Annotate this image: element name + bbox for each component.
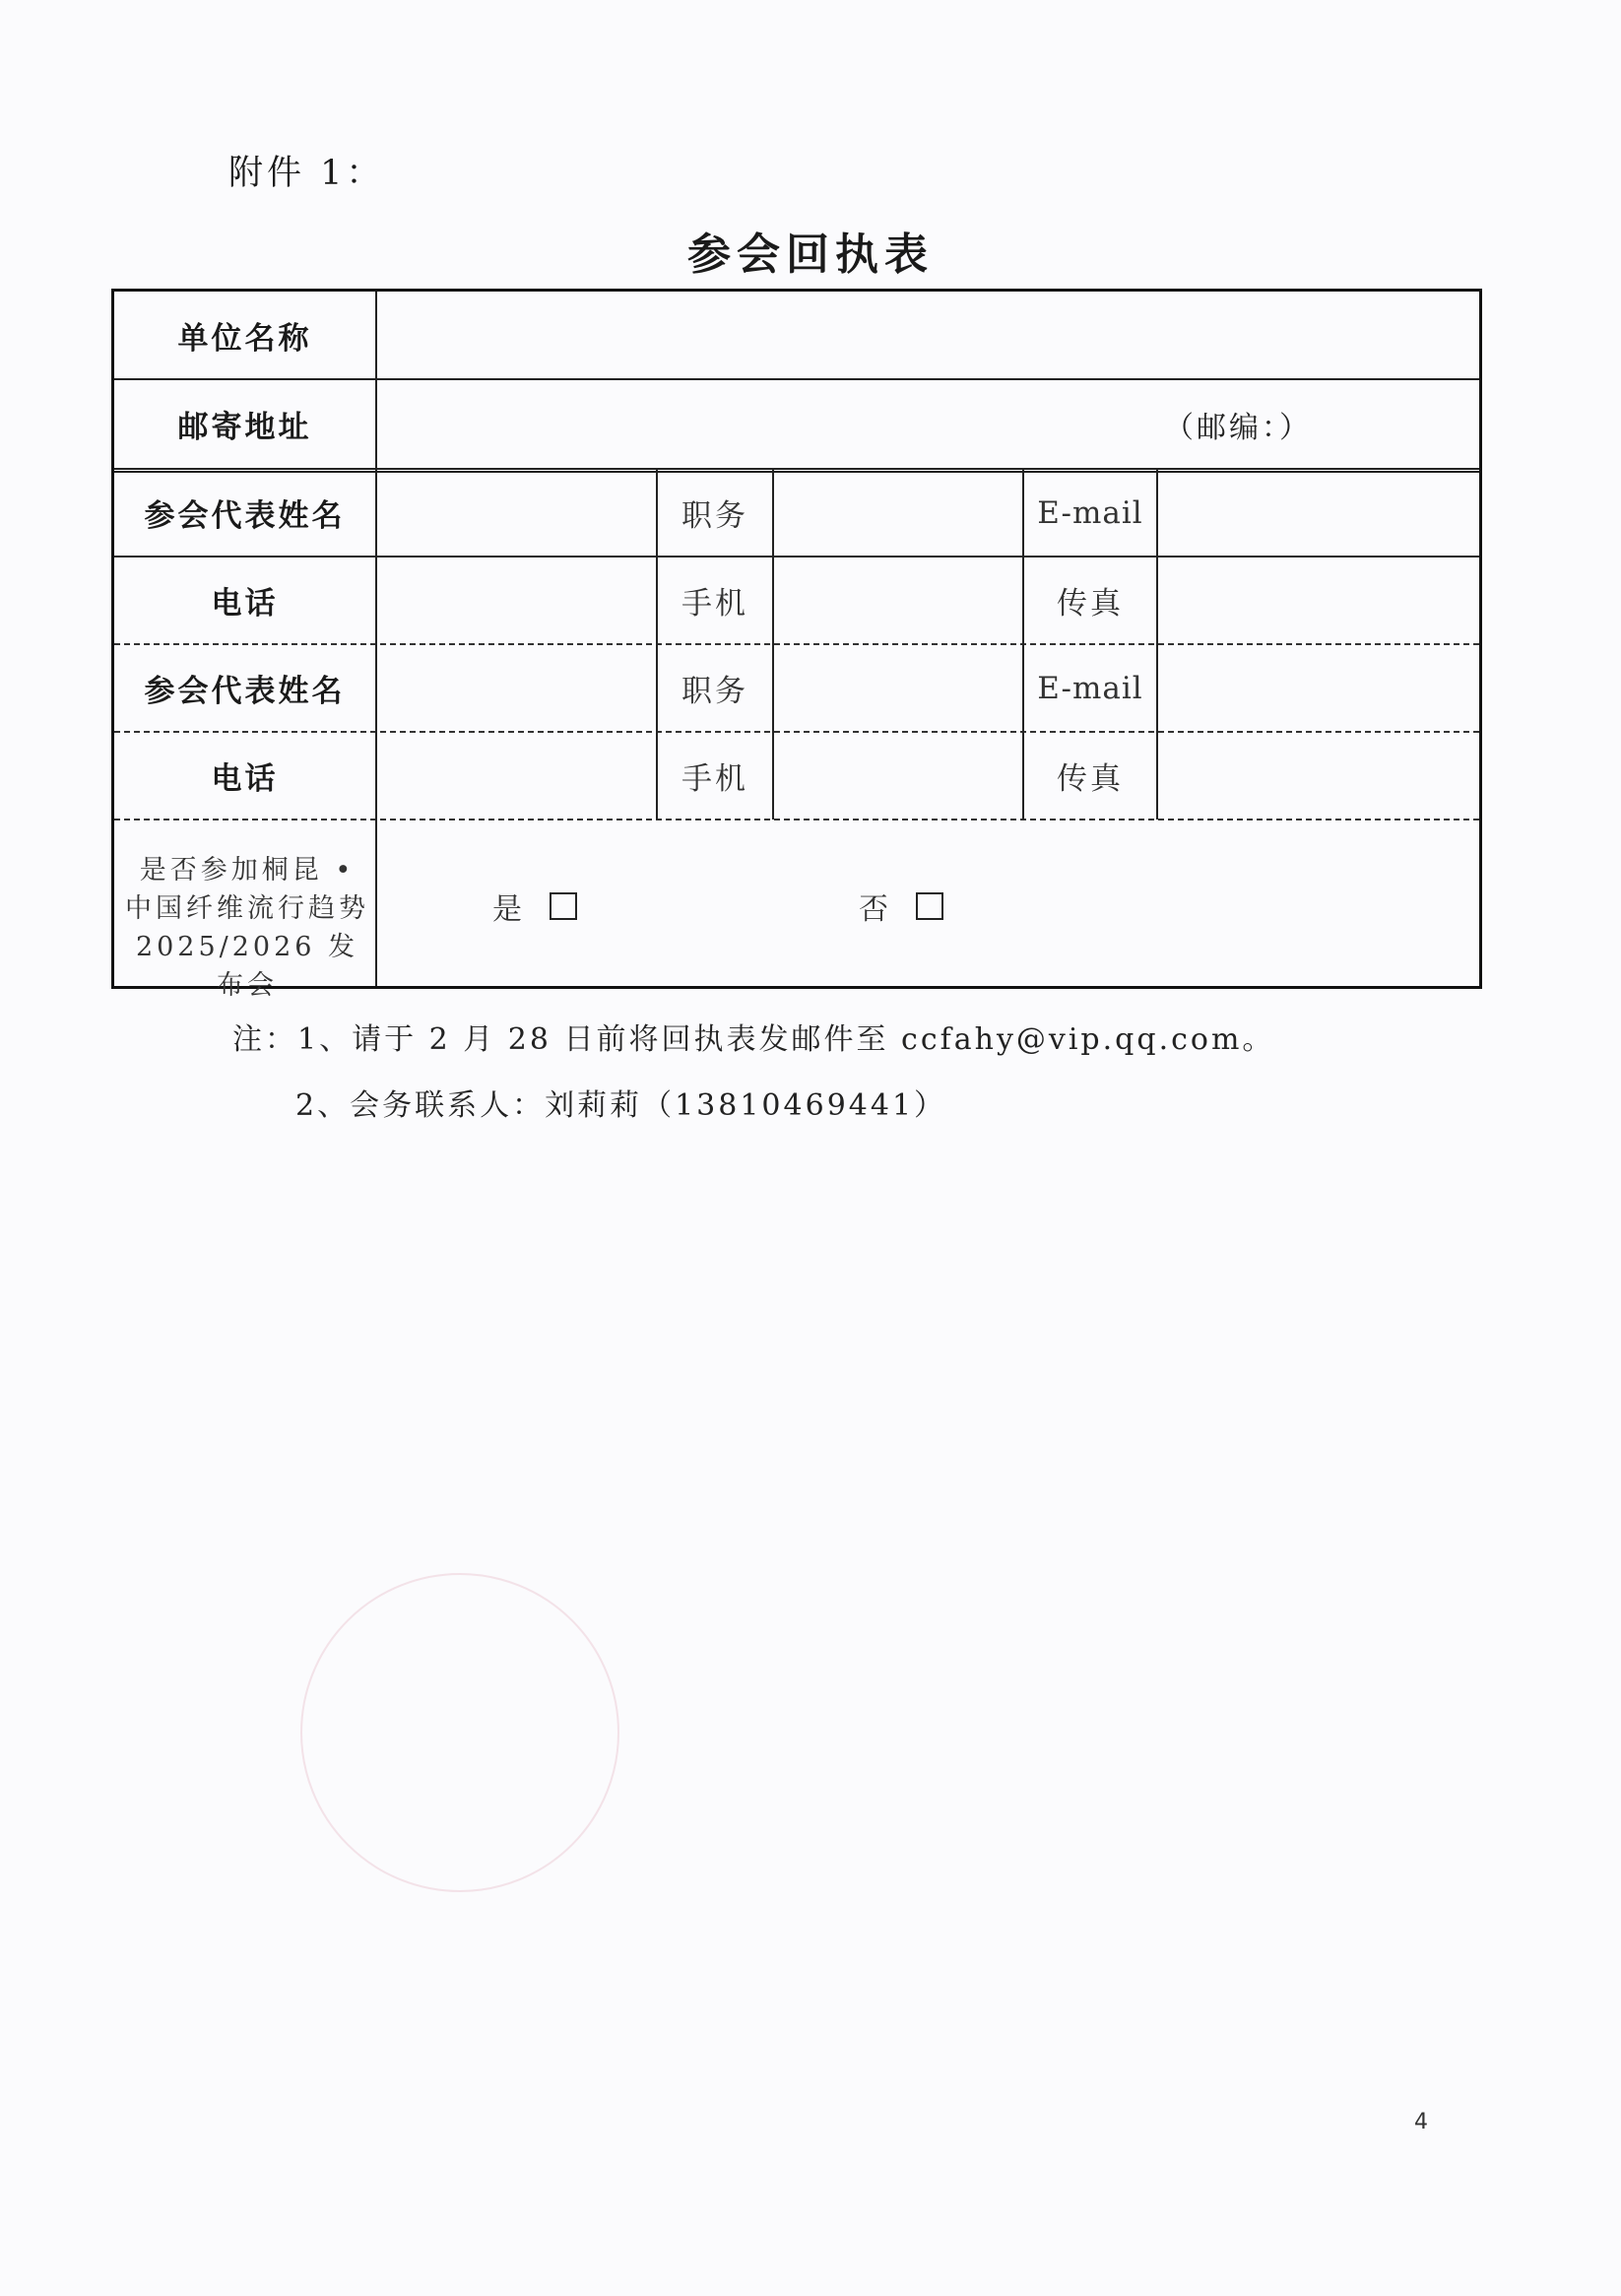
page-number: 4 (1414, 2110, 1428, 2134)
note-1: 注：1、请于 2 月 28 日前将回执表发邮件至 ccfahy@vip.qq.com。 (232, 1022, 1275, 1057)
rep1-position-label: 职务 (681, 498, 748, 534)
rep1-name-field[interactable] (377, 470, 656, 556)
rep1-mobile-label: 手机 (681, 586, 748, 622)
attend-no-checkbox[interactable] (916, 892, 943, 920)
rep2-phone-label: 电话 (211, 761, 279, 797)
rep2-fax-label: 传真 (1057, 761, 1124, 797)
rep2-email-field[interactable] (1158, 645, 1479, 731)
org-name-field[interactable] (377, 292, 1479, 378)
form-title-text: 参会回执表 (687, 230, 934, 280)
address-field[interactable] (377, 380, 1479, 467)
rep1-email-field[interactable] (1158, 470, 1479, 556)
rep2-position-label: 职务 (681, 674, 748, 709)
rep1-email-label: E-mail (1037, 494, 1143, 531)
rep2-phone-field[interactable] (377, 733, 656, 819)
form-title (0, 219, 1621, 282)
attend-yes-checkbox[interactable] (550, 892, 577, 920)
org-name-label: 单位名称 (177, 320, 312, 357)
attend-no-label: 否 (859, 892, 888, 927)
rep1-name-label: 参会代表姓名 (144, 498, 346, 534)
reply-form-table (111, 289, 1482, 1001)
rep1-phone-field[interactable] (377, 558, 656, 643)
attend-yes-option[interactable] (492, 885, 577, 928)
rep1-fax-label: 传真 (1057, 586, 1124, 622)
faded-seal-stamp (300, 1573, 619, 1892)
attend-question-line: 2025/2026 发布会 (135, 932, 359, 1001)
note-2: 2、会务联系人：刘莉莉（13810469441） (295, 1088, 947, 1123)
row-divider-dashed (114, 819, 1479, 820)
rep2-email-label: E-mail (1037, 670, 1143, 706)
rep2-name-label: 参会代表姓名 (144, 674, 346, 709)
rep2-position-field[interactable] (774, 645, 1022, 731)
rep2-mobile-field[interactable] (774, 733, 1022, 819)
attend-no-option[interactable] (859, 885, 943, 928)
rep2-fax-field[interactable] (1158, 733, 1479, 819)
attend-question-line: 是否参加桐昆 • (139, 855, 356, 886)
attend-yes-label: 是 (492, 892, 522, 927)
attachment-label: 附件 1： (228, 154, 385, 193)
rep1-mobile-field[interactable] (774, 558, 1022, 643)
rep1-phone-label: 电话 (211, 586, 279, 622)
rep1-fax-field[interactable] (1158, 558, 1479, 643)
rep2-mobile-label: 手机 (681, 761, 748, 797)
rep2-name-field[interactable] (377, 645, 656, 731)
postcode-label: （邮编：） (1164, 411, 1312, 445)
address-label: 邮寄地址 (177, 409, 312, 445)
attend-question (124, 851, 370, 1005)
rep1-position-field[interactable] (774, 470, 1022, 556)
attend-question-line: 中国纤维流行趋势 (125, 893, 369, 924)
